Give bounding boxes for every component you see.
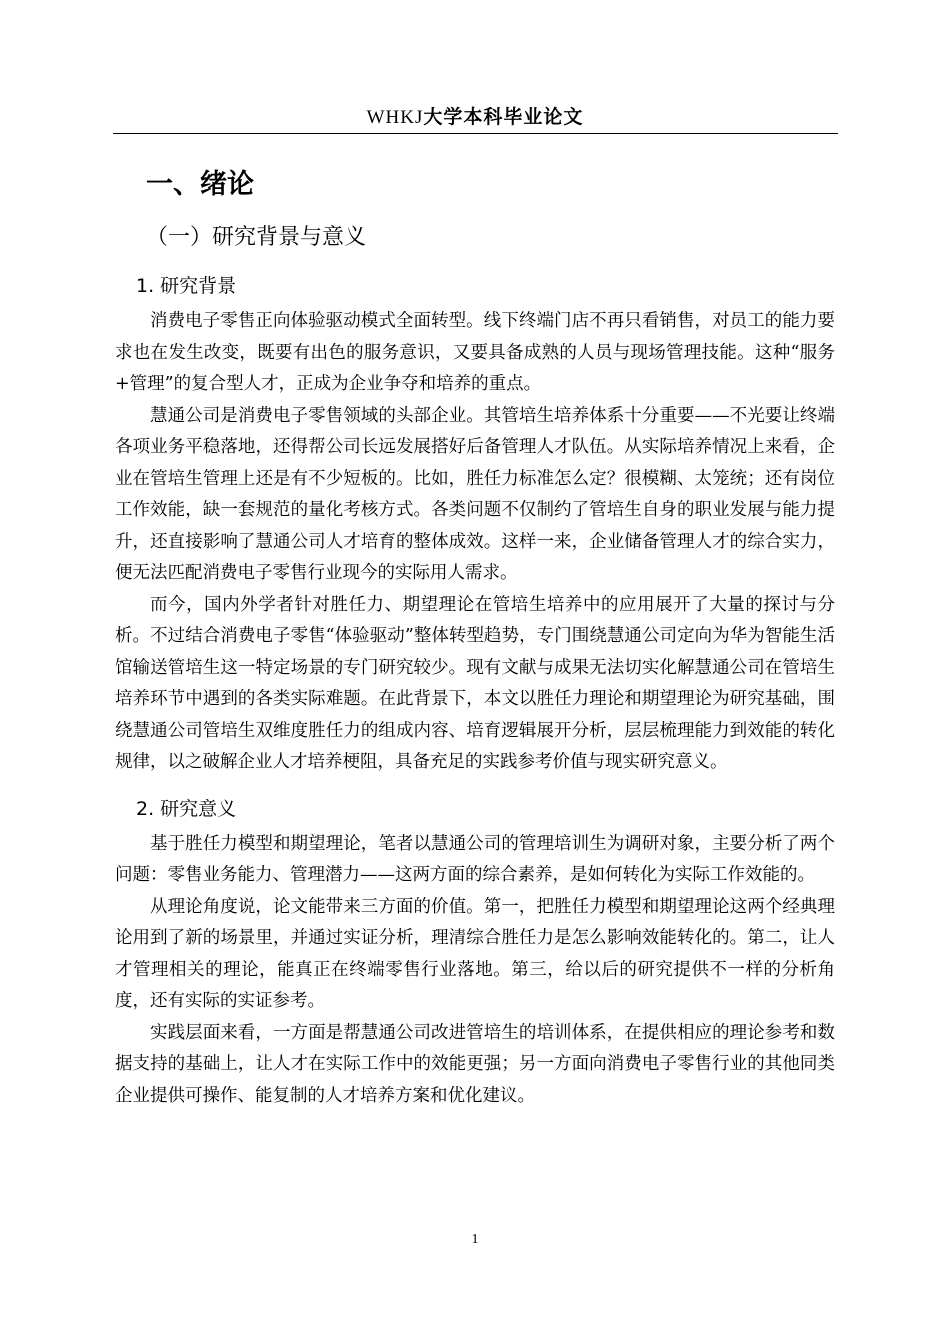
running-header-title: 大学本科毕业论文 xyxy=(423,106,584,128)
paragraph: 慧通公司是消费电子零售领域的头部企业。其管培生培养体系十分重要——不光要让终端各项业务平稳落地，还得帮公司长远发展搭好后备管理人才队伍。从实际培养情况上来看，企业在管培生管理上还是有不少短板的。比如，胜任力标准怎么定？很模糊、太笼统；还有岗位工作效能，缺一套规范的量化考核方式。各类问题不仅制约了管培生自身的职业发展与能力提升，还直接影响了慧通公司人才培育的整体成效。这样一来，企业储备管理人才的综合实力，便无法匹配消费电子零售行业现今的实际用人需求。 xyxy=(115,405,835,583)
paragraph: 从理论角度说，论文能带来三方面的价值。第一，把胜任力模型和期望理论这两个经典理论用到了新的场景里，并通过实证分析，理清综合胜任力是怎么影响效能转化的。第二，让人才管理相关的理论，能真正在终端零售行业落地。第三，给以后的研究提供不一样的分析角度，还有实际的实证参考。 xyxy=(115,896,835,1011)
subsection-title-background: 1. 研究背景 xyxy=(136,275,237,297)
section-title: （一）研究背景与意义 xyxy=(146,225,367,250)
paragraph: 消费电子零售正向体验驱动模式全面转型。线下终端门店不再只看销售，对员工的能力要求也在发生改变，既要有出色的服务意识，又要具备成熟的人员与现场管理技能。这种“服务+管理”的复合型人才，正成为企业争夺和培养的重点。 xyxy=(115,311,835,394)
paragraph: 基于胜任力模型和期望理论，笔者以慧通公司的管理培训生为调研对象，主要分析了两个问题：零售业务能力、管理潜力——这两方面的综合素养，是如何转化为实际工作效能的。 xyxy=(115,833,835,885)
page-number: 1 xyxy=(471,1232,479,1247)
chapter-title: 一、绪论 xyxy=(146,169,254,200)
paragraph: 实践层面来看，一方面是帮慧通公司改进管培生的培训体系，在提供相应的理论参考和数据支持的基础上，让人才在实际工作中的效能更强；另一方面向消费电子零售行业的其他同类企业提供可操作、能复制的人才培养方案和优化建议。 xyxy=(115,1022,835,1106)
running-header-institution: WHKJ xyxy=(366,107,424,128)
body-content xyxy=(115,162,835,1112)
header-rule xyxy=(113,133,838,134)
paragraph: 而今，国内外学者针对胜任力、期望理论在管培生培养中的应用展开了大量的探讨与分析。不过结合消费电子零售“体验驱动”整体转型趋势，专门围绕慧通公司定向为华为智能生活馆输送管培生这一特定场景的专门研究较少。现有文献与成果无法切实化解慧通公司在管培生培养环节中遇到的各类实际难题。在此背景下，本文以胜任力理论和期望理论为研究基础，围绕慧通公司管培生双维度胜任力的组成内容、培育逻辑展开分析，层层梳理能力到效能的转化规律，以之破解企业人才培养梗阻，具备充足的实践参考价值与现实研究意义。 xyxy=(115,594,835,772)
running-header xyxy=(0,104,950,131)
subsection-title-significance: 2. 研究意义 xyxy=(136,797,237,820)
